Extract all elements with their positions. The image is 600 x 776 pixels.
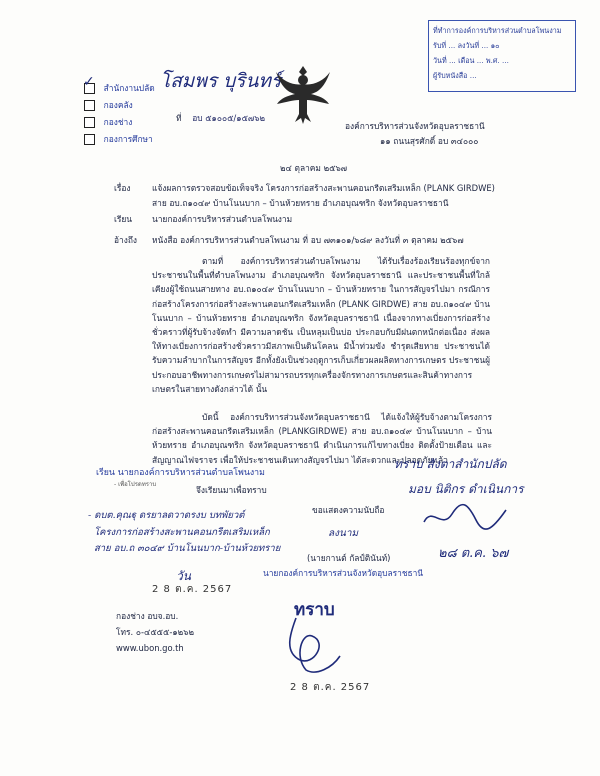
letter-date: ๒๔ ตุลาคม ๒๕๖๗: [280, 163, 348, 173]
footer-phone: โทร. ๐-๔๕๕๕-๑๒๖๒: [116, 627, 195, 637]
right-handwritten-note-2: มอบ นิติกร ดำเนินการ: [408, 482, 524, 496]
routing-item-label: กองการศึกษา: [103, 134, 153, 144]
receipt-stamp-line: ที่ทำการองค์การบริหารส่วนตำบลโพนงาม: [433, 26, 562, 35]
left-handwritten-initial: วัน: [176, 569, 191, 583]
signature-mark: ลงนาม: [328, 528, 359, 539]
left-handwritten-note-1: - ดบต.คุณฐุ ดรยาลดวาดรงบ บทพัยวต์: [88, 510, 245, 521]
body-paragraph-2: บัดนี้ องค์การบริหารส่วนจังหวัดอุบลราชธานี ได้แจ้งให้ผู้รับจ้างตามโครงการก่อสร้างสะพานคอนกรีตเสริมเหล็ก (PLANKGIRDWE) สาย อบ.ถ๑๐๔๙ บ้านโนนบาก – บ้านห้วยทราย อำเภอบุณฑริก จังหวัดอุบลราชธานี ดำเนินการแก้ไขทางเบี่ยง ติดตั้งป้ายเตือน และสัญญาณไฟจราจร เพื่อให้ประชาชนเดินทางสัญจรไปมา ได้สะดวกและปลอดภัยแล้ว: [152, 412, 492, 465]
routing-item-label: กองช่าง: [103, 117, 133, 127]
receipt-stamp-line: รับที่ ... ลงวันที่ ... ๑๐: [433, 41, 500, 50]
receipt-stamp-line: ผู้รับหนังสือ ...: [433, 71, 477, 80]
right-handwritten-date: ๒๘ ต.ค. ๖๗: [438, 546, 509, 561]
closing-line-2: ขอแสดงความนับถือ: [312, 505, 385, 515]
subject-label: เรื่อง: [114, 183, 131, 193]
center-handwritten-mark: ทราบ: [294, 600, 335, 620]
addressee-text: นายกองค์การบริหารส่วนตำบลโพนงาม: [152, 214, 293, 224]
scribble-icon: [420, 500, 510, 534]
receipt-stamp: [428, 20, 576, 92]
date-stamp-2: 2 8 ต.ค. 2567: [290, 682, 371, 693]
receipt-stamp-line: วันที่ ... เดือน ... พ.ศ. ...: [433, 56, 509, 65]
closing-line-1: จึงเรียนมาเพื่อทราบ: [196, 485, 267, 495]
routing-item[interactable]: [84, 133, 155, 150]
signatory-position: นายกองค์การบริหารส่วนจังหวัดอุบลราชธานี: [263, 568, 424, 578]
checkbox-icon[interactable]: ✓: [84, 83, 95, 94]
garuda-emblem: [273, 62, 333, 128]
sender-address: ๑๑ ถนนสุรศักดิ์ อบ ๓๔๐๐๐: [380, 136, 479, 146]
routing-item-label: สำนักงานปลัด: [103, 83, 155, 93]
signature-scribble-icon: [266, 612, 356, 678]
reference-label: อ้างถึง: [114, 235, 137, 245]
routing-item-label: กองคลัง: [103, 100, 133, 110]
routing-item[interactable]: [84, 99, 155, 116]
signatory-name: (นายกานต์ กัลป์ตินันท์): [307, 553, 391, 563]
body-paragraph-1: ตามที่ องค์การบริหารส่วนตำบลโพนงาม ได้รับเรื่องร้องเรียนร้องทุกข์จากประชาชนในพื้นที่ตำบลโพนงาม อำเภอบุณฑริก จังหวัดอุบลราชธานี และประชาชนพื้นที่ใกล้เคียงผู้ใช้ถนนสายทาง อบ.ถ๑๐๔๙ บ้านโนนบาก – บ้านห้วยทราย ในการสัญจรไปมา กรณีการก่อสร้างโครงการก่อสร้างสะพานคอนกรีตเสริมเหล็ก (PLANK GIRDWE) สาย อบ.ถ๑๐๔๙ บ้านโนนบาก – บ้านห้วยทราย อำเภอบุณฑริก จังหวัดอุบลราชธานี เนื่องจากทางเบี่ยงการก่อสร้างชั่วคราวที่ผู้รับจ้างจัดทำ มีความลาดชัน เป็นหลุมเป็นบ่อ ประกอบกับมีฝนตกหนักต่อเนื่อง ส่งผลให้ทางเบี่ยงการก่อสร้างชั่วคราวมีสภาพเป็นดินโคลน มีน้ำท่วมขัง ชำรุดเสียหาย ประชาชนได้รับความลำบากในการสัญจร อีกทั้งยังเป็นช่วงฤดูการเก็บเกี่ยวผลผลิตทางการเกษตร ประชาชนผู้ประกอบอาชีพทางการเกษตรไม่สามารถบรรทุกเครื่องจักรทางการเกษตรและสินค้าทางการเกษตรในสายทางดังกล่าวได้ นั้น: [152, 256, 490, 394]
checkbox-icon[interactable]: [84, 117, 95, 128]
garuda-emblem-icon: [273, 62, 333, 128]
right-handwritten-note-1: ทราบ สังตาสำนักปลัด: [394, 457, 507, 471]
checkbox-icon[interactable]: [84, 100, 95, 111]
handwritten-scribble: [420, 500, 510, 534]
routing-checklist: [83, 74, 155, 150]
left-handwritten-note-2: โครงการก่อสร้างสะพานคอนกรีตเสริมเหล็ก: [94, 527, 270, 538]
footer-department: กองช่าง อบจ.อบ.: [116, 611, 179, 621]
sender-name: องค์การบริหารส่วนจังหวัดอุบลราชธานี: [345, 121, 485, 131]
subject-line-1: แจ้งผลการตรวจสอบข้อเท็จจริง โครงการก่อสร้างสะพานคอนกรีตเสริมเหล็ก (PLANK GIRDWE): [152, 183, 495, 193]
subject-line-2: สาย อบ.ถ๑๐๔๙ บ้านโนนบาก – บ้านห้วยทราย อำเภอบุณฑริก จังหวัดอุบลราชธานี: [152, 198, 449, 208]
routing-item[interactable]: [83, 74, 155, 99]
footer-website[interactable]: www.ubon.go.th: [116, 643, 184, 653]
document-number: ที่ อบ ๕๑๐๐๕/๑๕๗๖๒: [176, 113, 266, 123]
routing-item[interactable]: [84, 116, 155, 133]
addressee-label: เรียน: [114, 214, 132, 224]
top-handwritten-signature: โสมพร บุรินทร์: [160, 70, 282, 92]
checkbox-icon[interactable]: [84, 134, 95, 145]
left-handwritten-note-3: สาย อบ.ถ ๓๐๔๙ บ้านโนนบาก-บ้านห้วยทราย: [94, 543, 281, 554]
overlay-addressee-line: - เพื่อโปรดทราบ: [114, 481, 157, 488]
center-scribble: [266, 612, 356, 678]
overlay-addressee-line: เรียน นายกองค์การบริหารส่วนตำบลโพนงาม: [96, 468, 265, 478]
reference-text: หนังสือ องค์การบริหารส่วนตำบลโพนงาม ที่ อบ ๗๓๑๐๑/๖๘๙ ลงวันที่ ๓ ตุลาคม ๒๕๖๗: [152, 235, 464, 245]
date-stamp-1: 2 8 ต.ค. 2567: [152, 584, 233, 595]
